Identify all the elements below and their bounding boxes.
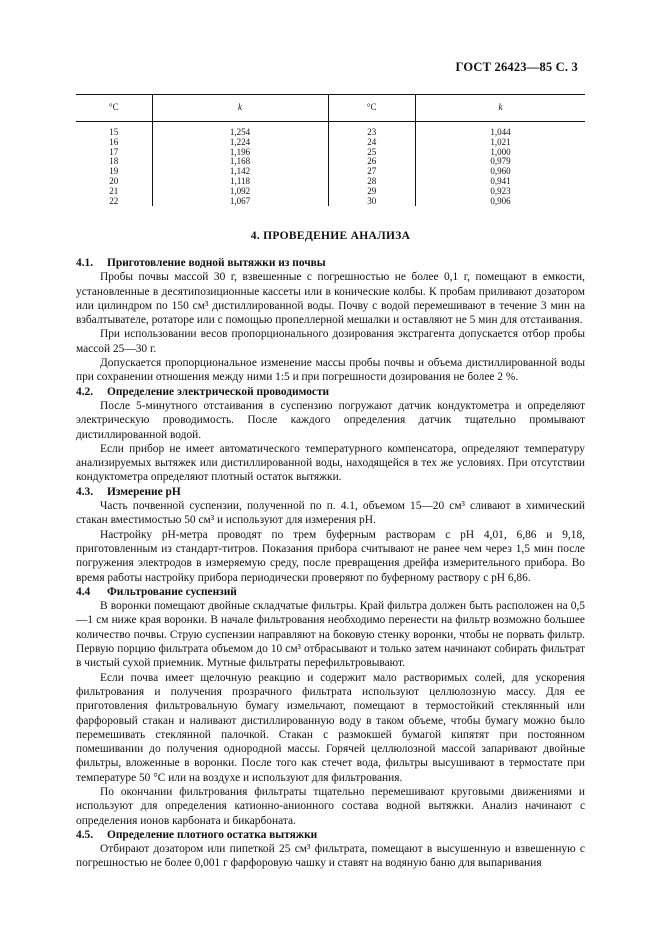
subsection-number: 4.1. bbox=[76, 257, 94, 269]
table-cell: 1,000 bbox=[490, 146, 511, 157]
paragraph: После 5-минутного отстаивания в суспензию погружают датчик кондуктометра и определяют электрическую проводимость. После каждого определения датчик тщательно промывают дистиллированной водой. bbox=[76, 399, 585, 441]
table-cell: 29 bbox=[328, 187, 415, 197]
table-cell: 1,168 bbox=[152, 157, 328, 167]
table-cell: 23 bbox=[328, 122, 415, 138]
subsection-heading bbox=[76, 256, 585, 270]
table-cell: 1,067 bbox=[152, 197, 328, 207]
subsection-title: Приготовление водной вытяжки из почвы bbox=[107, 257, 326, 269]
table-row bbox=[76, 197, 585, 207]
subsection-number: 4.2. bbox=[76, 385, 94, 398]
section-title: 4. ПРОВЕДЕНИЕ АНАЛИЗА bbox=[250, 230, 411, 242]
table-cell: 1,142 bbox=[152, 167, 328, 177]
page-header: ГОСТ 26423—85 С. 3 bbox=[455, 60, 578, 74]
subsection-title: Фильтрование суспензий bbox=[107, 585, 237, 598]
subsection-heading bbox=[76, 585, 585, 599]
table-cell: 0,979 bbox=[490, 156, 511, 167]
table-cell: 17 bbox=[76, 148, 152, 158]
subsection-title: Измерение pH bbox=[107, 485, 181, 498]
temperature-coefficient-table bbox=[76, 94, 585, 206]
table-cell: 0,960 bbox=[490, 166, 511, 177]
table-cell: 1,092 bbox=[152, 187, 328, 197]
table-cell: 1,254 bbox=[152, 122, 328, 138]
table-cell: 26 bbox=[328, 157, 415, 167]
body-text bbox=[76, 256, 585, 871]
paragraph: Отбирают дозатором или пипеткой 25 см³ фильтрата, помещают в высушенную и взвешенную с погрешностью не более 0,001 г фарфоровую чашку и ставят на водяную баню для выпаривания bbox=[76, 843, 585, 870]
table-cell: 16 bbox=[76, 138, 152, 148]
table-cell: 0,906 bbox=[490, 195, 511, 206]
table-header-row bbox=[76, 95, 585, 122]
header-k-1: k bbox=[152, 95, 328, 122]
table-cell: 1,196 bbox=[152, 148, 328, 158]
subsection-heading bbox=[76, 485, 585, 499]
paragraph: Если почва имеет щелочную реакцию и содержит мало растворимых солей, для ускорения фильтрования и получения прозрачного фильтрата используют целлюлозную массу. Для ее приготовления фильтровальную бумагу измельчают, помещают в термостойкий стеклянный или фарфоровый стакан и наливают дистиллированную воду в таком объеме, чтобы бумагу можно было перемешивать стеклянной палочкой. Стакан с размокшей бумагой кипятят при постоянном помешивании до получения однородной массы. Горячей целлюлозной массой запаривают двойные фильтры, вложенные в воронки. После того как стечет вода, фильтры высушивают в термостате при температуре 50 °C или на воздухе и используют для фильтрования. bbox=[76, 671, 585, 784]
table-cell: 0,923 bbox=[490, 185, 511, 196]
table-body bbox=[76, 122, 585, 207]
paragraph: Настройку pH-метра проводят по трем буферным растворам с pH 4,01, 6,86 и 9,18, приготовленным из стандарт-титров. Показания прибора считывают не ранее чем через 1,5 мин после погружения электродов в измеряемую среду, после превращения дрейфа измерительного прибора. Во время работы настройку прибора периодически проверяют по буферному раствору с pH 6,86. bbox=[76, 528, 585, 584]
table-cell: 20 bbox=[76, 177, 152, 187]
subsection-number: 4.3. bbox=[76, 485, 94, 498]
table-cell: 21 bbox=[76, 187, 152, 197]
table-row bbox=[76, 122, 585, 138]
table-cell: 1,044 bbox=[490, 127, 511, 137]
table-cell: 25 bbox=[328, 148, 415, 158]
subsection-number: 4.5. bbox=[76, 828, 94, 841]
subsection-number: 4.4 bbox=[76, 585, 91, 598]
table-cell: 30 bbox=[328, 197, 415, 207]
paragraph: Если прибор не имеет автоматического температурного компенсатора, определяют температуру анализируемых вытяжек или дистиллированной воды, находящейся в тех же условиях. При отсутствии кондуктометра определяют плотный остаток вытяжки. bbox=[76, 442, 585, 484]
table-cell: 27 bbox=[328, 167, 415, 177]
table-cell: 19 bbox=[76, 167, 152, 177]
header-temp-1: °C bbox=[76, 95, 152, 122]
table-cell: 22 bbox=[76, 197, 152, 207]
paragraph: При использовании весов пропорционального дозирования экстрагента допускается отбор пробы массой 25—30 г. bbox=[76, 328, 585, 355]
table-cell: 1,224 bbox=[152, 138, 328, 148]
paragraph: Допускается пропорциональное изменение массы пробы почвы и объема дистиллированной воды при сохранении отношения между ними 1:5 и при погрешности дозирования не более 2 %. bbox=[76, 357, 585, 384]
table-cell: 1,021 bbox=[490, 136, 511, 147]
paragraph: Пробы почвы массой 30 г, взвешенные с погрешностью не более 0,1 г, помещают в емкости, установленные в десятипозиционные кассеты или в конические колбы. К пробам приливают дозатором или цилиндром по 150 см³ дистиллированной воды. Почву с водой перемешивают в течение 3 мин на взбалтывателе, ротаторе или с помощью пропеллерной мешалки и оставляют не 5 мин для отстаивания. bbox=[76, 271, 585, 327]
header-k-2: k bbox=[415, 95, 585, 122]
subsection-title: Определение электрической проводимости bbox=[107, 385, 330, 398]
table-cell: 0,941 bbox=[490, 175, 511, 186]
table-cell: 15 bbox=[76, 122, 152, 138]
subsection-title: Определение плотного остатка вытяжки bbox=[107, 828, 318, 841]
table-cell: 1,118 bbox=[152, 177, 328, 187]
subsection-heading bbox=[76, 828, 585, 842]
paragraph: По окончании фильтрования фильтраты тщательно перемешивают круговыми движениями и используют для определения катионно-анионного состава водной вытяжки. Анализ начинают с определения ионов карбоната и бикарбоната. bbox=[76, 785, 585, 827]
table-cell: 24 bbox=[328, 138, 415, 148]
subsection-heading bbox=[76, 385, 585, 399]
table-cell: 18 bbox=[76, 157, 152, 167]
paragraph: Часть почвенной суспензии, полученной по п. 4.1, объемом 15—20 см³ сливают в химический стакан вместимостью 50 см³ и используют для измерения pH. bbox=[76, 500, 585, 527]
header-temp-2: °C bbox=[328, 95, 415, 122]
table-cell: 28 bbox=[328, 177, 415, 187]
paragraph: В воронки помещают двойные складчатые фильтры. Край фильтра должен быть расположен на 0,5—1 см ниже края воронки. В начале фильтрования необходимо перенести на фильтр возможно большее количество почвы. Струю суспензии направляют на боковую стенку воронки, чтобы не порвать фильтр. Первую порцию фильтрата объемом до 10 см³ отбрасывают и только затем начинают собирать фильтрат в чистый сухой приемник. Мутные фильтраты перефильтровывают. bbox=[76, 600, 585, 670]
